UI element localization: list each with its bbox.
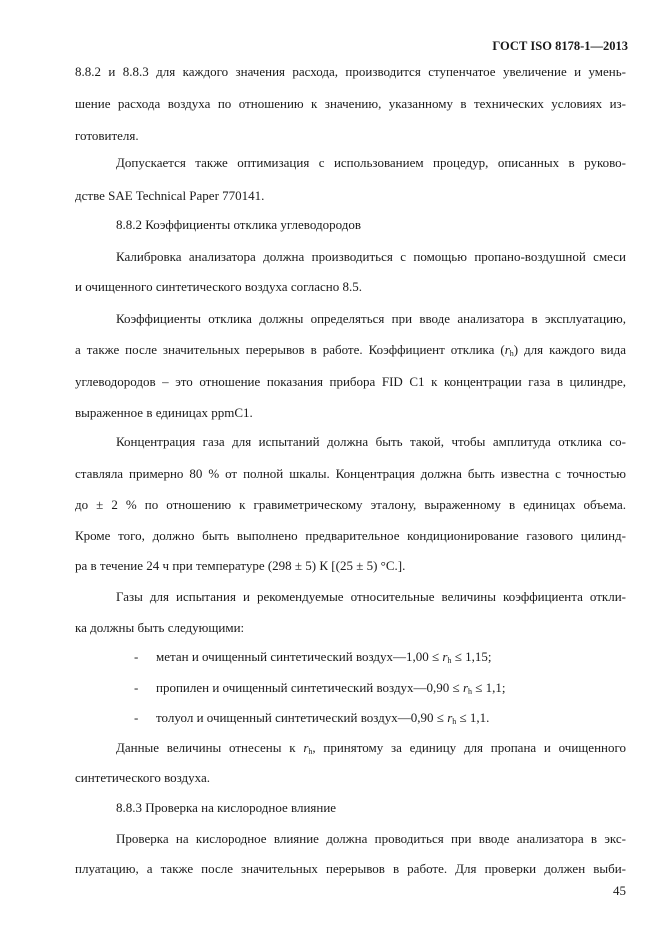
text-segment: ≤ 1,15; [451,649,492,664]
paragraph-line-with-symbol [116,740,626,760]
text-segment: , принятому за единицу для пропана и очищенного [312,740,626,755]
text-segment: а также после значительных перерывов в работе. Коэффициент отклика ( [75,342,505,357]
paragraph-line: Концентрация газа для испытаний должна быть такой, чтобы амплитуда отклика со- [116,434,626,449]
list-item-text [156,649,491,669]
paragraph-line: ра в течение 24 ч при температуре (298 ± 5) К [(25 ± 5) °C.]. [75,558,406,573]
text-segment: Данные величины отнесены к [116,740,304,755]
paragraph-line: готовителя. [75,128,139,143]
page-number: 45 [613,883,626,898]
text-segment: ≤ 1,1. [456,710,490,725]
paragraph-line: выраженное в единицах ppmC1. [75,405,253,420]
symbol-r: r [504,342,510,357]
paragraph-line: плуатацию, а также после значительных перерывов в работе. Для проверки должен выби- [75,861,626,876]
subscript-h: h [308,747,313,756]
subscript-h: h [468,687,473,696]
paragraph-line: и очищенного синтетического воздуха согласно 8.5. [75,279,362,294]
paragraph-line: ка должны быть следующими: [75,620,245,635]
symbol-r: r [303,740,309,755]
paragraph-line: 8.8.2 и 8.8.3 для каждого значения расхода, производится ступенчатое увеличение и умень- [75,64,626,79]
text-segment: метан и очищенный синтетический воздух—1,00 ≤ [156,649,443,664]
text-segment: пропилен и очищенный синтетический воздух—0,90 ≤ [156,680,463,695]
text-segment: ) для каждого вида [513,342,626,357]
paragraph-line: дстве SAE Technical Paper 770141. [75,188,265,203]
subscript-h: h [452,717,457,726]
paragraph-line: Проверка на кислородное влияние должна проводиться при вводе анализатора в экс- [116,831,626,846]
subscript-h: h [509,349,514,358]
list-dash: - [134,680,139,695]
paragraph-line: Газы для испытания и рекомендуемые относительные величины коэффициента откли- [116,589,626,604]
paragraph-line: Калибровка анализатора должна производиться с помощью пропано-воздушной смеси [116,249,626,264]
text-segment: ≤ 1,1; [472,680,506,695]
symbol-r: r [442,649,448,664]
symbol-r: r [447,710,453,725]
list-item-text [156,710,489,730]
running-header: ГОСТ ISO 8178-1—2013 [492,39,628,53]
section-heading: 8.8.3 Проверка на кислородное влияние [116,800,337,815]
symbol-r: r [462,680,469,695]
paragraph-line: Допускается также оптимизация с использованием процедур, описанных в руково- [116,155,626,170]
paragraph-line: Кроме того, должно быть выполнено предварительное кондиционирование газового цилинд- [75,528,626,543]
paragraph-line: шение расхода воздуха по отношению к значению, указанному в технических условиях из- [75,96,626,111]
paragraph-line: синтетического воздуха. [75,770,211,785]
subscript-h: h [447,656,452,665]
list-item-text [156,680,506,700]
section-heading: 8.8.2 Коэффициенты отклика углеводородов [116,217,361,232]
paragraph-line: ставляла примерно 80 % от полной шкалы. Концентрация должна быть известна с точностью [75,466,626,481]
paragraph-line: углеводородов – это отношение показания прибора FID C1 к концентрации газа в цилиндре, [75,374,626,389]
paragraph-line-with-symbol [75,342,626,362]
list-dash: - [134,649,139,664]
list-dash: - [134,710,139,725]
text-segment: толуол и очищенный синтетический воздух—0,90 ≤ [156,710,448,725]
paragraph-line: до ± 2 % по отношению к гравиметрическому эталону, выраженному в единицах объема. [75,497,626,512]
paragraph-line: Коэффициенты отклика должны определяться при вводе анализатора в эксплуатацию, [116,311,626,326]
